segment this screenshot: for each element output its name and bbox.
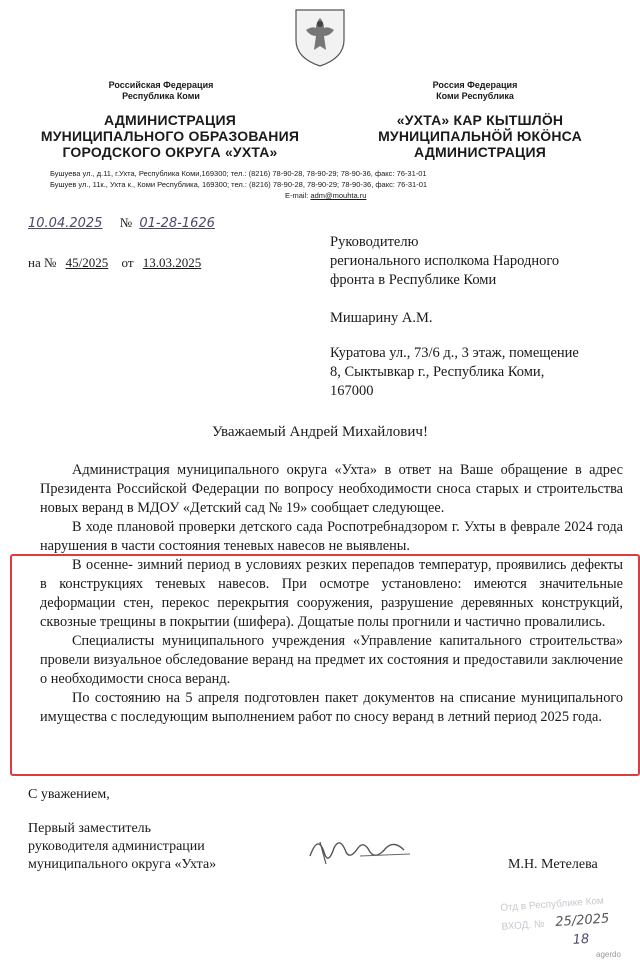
recipient-address: Куратова ул., 73/6 д., 3 этаж, помещение 8, Сыктывкар г., Республика Коми, 167000: [330, 345, 579, 399]
paragraph-1: Администрация муниципального округа «Ухта» в ответ на Ваше обращение в адрес Президента Российской Федерации по вопросу необходимости сноса старых и строительства новых веранд в МДОУ «Детский сад № 19» сообщает следующее.: [40, 462, 623, 516]
email-line: [285, 190, 445, 201]
salutation: Уважаемый Андрей Михайлович!: [212, 424, 428, 440]
incoming-stamp: Отд в Республике Ком ВХОД. № 25/2025 18: [499, 895, 610, 948]
recipient-line: регионального исполкома Народного: [330, 253, 560, 269]
paragraph-3: В осенне- зимний период в условиях резких перепадов температур, проявились дефекты в конструкциях теневых навесов. При осмотре установлено: имеются значительные деформации стен, перекос перекрытия сооружения, разрушение деревянных конструкций, сквозные трещины в покрытии (шифера). Дощатые полы прогнили и частично провалились.: [40, 557, 623, 630]
reference-prefix: на №: [28, 255, 57, 270]
registration-line: [28, 215, 288, 232]
stamp-handwritten: 25/2025: [554, 911, 610, 931]
recipient-line: фронта в Республике Коми: [330, 272, 497, 288]
registration-num-label: №: [119, 215, 133, 230]
email-label: E-mail:: [285, 191, 309, 200]
signature: [300, 826, 420, 872]
watermark: agerdo: [596, 950, 621, 959]
coat-of-arms-emblem: [292, 6, 348, 68]
registration-number: 01-28-1626: [139, 216, 215, 231]
address-line-1: Бушуева ул., д.11, г.Ухта, Республика Коми,169300; тел.: (8216) 78-90-28, 78-90-29; 78-90-36, факс: 76-31-01: [50, 169, 427, 178]
recipient-block: [330, 233, 620, 290]
recipient-line: Руководителю: [330, 234, 419, 250]
header-right-title: «УХТА» КАР КЫТШЛÖН МУНИЦИПАЛЬНÖЙ ЮКÖНСА АДМИНИСТРАЦИЯ: [378, 112, 582, 160]
paragraph-2: В ходе плановой проверки детского сада Роспотребнадзором г. Ухты в феврале 2024 года нарушения в части состояния теневых навесов не выявлены.: [40, 519, 623, 554]
reference-from: от: [121, 255, 134, 270]
registration-date: 10.04.2025: [28, 216, 103, 231]
recipient-name: Мишарину А.М.: [330, 310, 433, 326]
header-left-small: Российская Федерация Республика Коми: [108, 80, 214, 101]
reference-date: 13.03.2025: [142, 255, 202, 270]
address-line-2: Бушуев ул., 11к., Ухта к., Коми Республика, 169300; тел.: (8216) 78-90-28, 78-90-29; 78-90-36, факс: 76-31-01: [50, 180, 428, 189]
email-link[interactable]: adm@mouhta.ru: [310, 191, 367, 200]
paragraph-4: Специалисты муниципального учреждения «Управление капитального строительства» провели визуальное обследование веранд на предмет их состояния и предоставили заключение о необходимости сноса веранд.: [40, 633, 623, 687]
signatory-name: М.Н. Метелева: [508, 857, 598, 872]
header-left-title: АДМИНИСТРАЦИЯ МУНИЦИПАЛЬНОГО ОБРАЗОВАНИЯ ГОРОДСКОГО ОКРУГА «УХТА»: [40, 112, 300, 160]
reference-number: 45/2025: [65, 255, 109, 270]
signatory-title: Первый заместитель руководителя администрации муниципального округа «Ухта»: [28, 821, 217, 872]
closing: С уважением,: [28, 787, 110, 802]
paragraph-5: По состоянию на 5 апреля подготовлен пакет документов на списание муниципального имущества с последующим выполнением работ по сносу веранд в летний период 2025 года.: [40, 690, 623, 725]
highlight-box: [10, 554, 640, 776]
reference-line: [28, 255, 288, 271]
header-right-small: Россия Федерация Коми Республика: [432, 80, 518, 101]
